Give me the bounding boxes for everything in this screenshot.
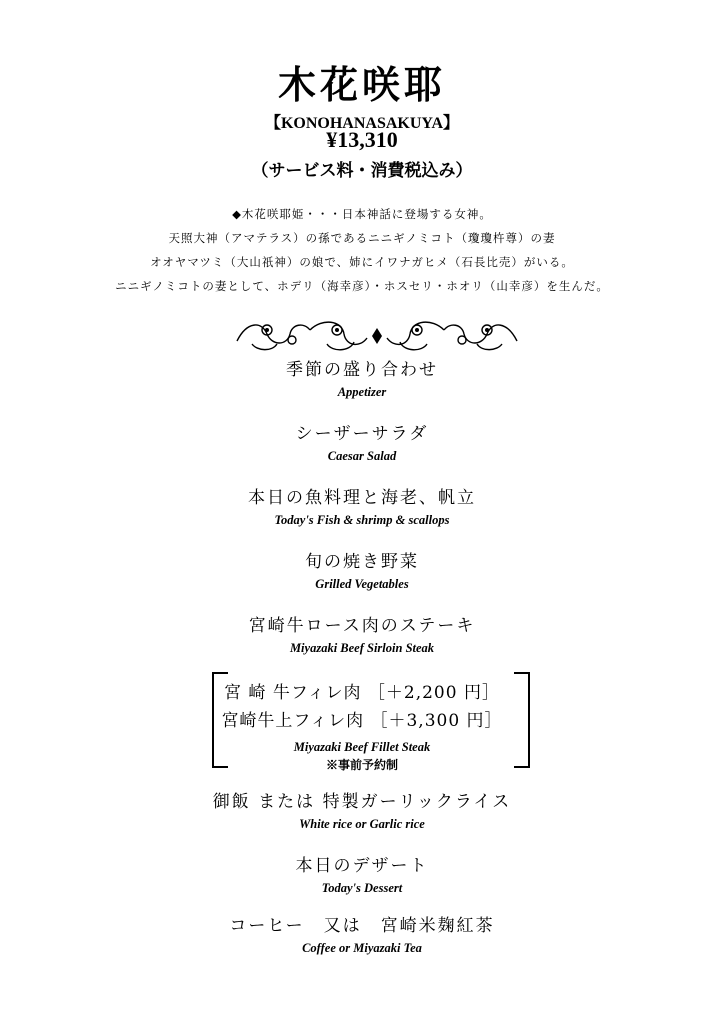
price-note: （サービス料・消費税込み）	[251, 161, 473, 181]
course-en: Today's Fish & shrimp & scallops	[274, 513, 450, 527]
course-en: Caesar Salad	[327, 449, 397, 463]
fillet-en	[0, 735, 724, 755]
description-line: 天照大神（アマテラス）の孫であるニニギノミコト（瓊瓊杵尊）の妻	[168, 231, 556, 245]
reservation-note: ※事前予約制	[325, 758, 398, 772]
course-dessert	[0, 856, 724, 896]
course-jp: 宮崎牛ロース肉のステーキ	[248, 616, 476, 636]
menu-price: ¥13,310	[326, 127, 398, 152]
course-fish	[0, 488, 724, 528]
course-en: Grilled Vegetables	[315, 577, 409, 591]
description-line: ニニギノミコトの妻として、ホデリ（海幸彦）・ホスセリ・ホオリ（山幸彦）を生んだ。	[115, 279, 609, 293]
course-jp: 旬の焼き野菜	[305, 552, 419, 572]
course-jp: 御飯 または 特製ガーリックライス	[212, 792, 512, 812]
description-line: ◆木花咲耶姫・・・日本神話に登場する女神。	[232, 207, 492, 221]
course-jp: 季節の盛り合わせ	[286, 360, 438, 380]
course-sirloin	[0, 616, 724, 656]
course-jp: コーヒー 又は 宮崎米麹紅茶	[229, 916, 495, 936]
course-jp: 本日の魚料理と海老、帆立	[248, 488, 476, 508]
fillet-option: 宮 崎 牛フィレ肉 ［＋2,200 円］	[224, 683, 500, 703]
course-en: White rice or Garlic rice	[299, 817, 425, 831]
course-drink	[0, 916, 724, 956]
fillet-option: 宮崎牛上フィレ肉 ［＋3,300 円］	[221, 711, 503, 731]
course-salad	[0, 424, 724, 464]
menu-romaji-name: 【KONOHANASAKUYA】	[264, 115, 460, 132]
course-en: Coffee or Miyazaki Tea	[302, 941, 422, 955]
course-vegetables	[0, 552, 724, 592]
course-en: Miyazaki Beef Fillet Steak	[293, 740, 431, 754]
course-rice	[0, 792, 724, 832]
description-line: オオヤマツミ（大山祇神）の娘で、姉にイワナガヒメ（石長比売）がいる。	[150, 255, 574, 269]
course-jp: シーザーサラダ	[295, 424, 429, 444]
course-en: Miyazaki Beef Sirloin Steak	[289, 641, 435, 655]
course-en: Appetizer	[337, 385, 387, 399]
course-jp: 本日のデザート	[295, 856, 429, 876]
course-appetizer	[0, 360, 724, 400]
menu-title: 木花咲耶	[277, 62, 446, 107]
floral-scroll-ornament-icon	[232, 316, 522, 356]
course-en: Today's Dessert	[321, 881, 403, 895]
